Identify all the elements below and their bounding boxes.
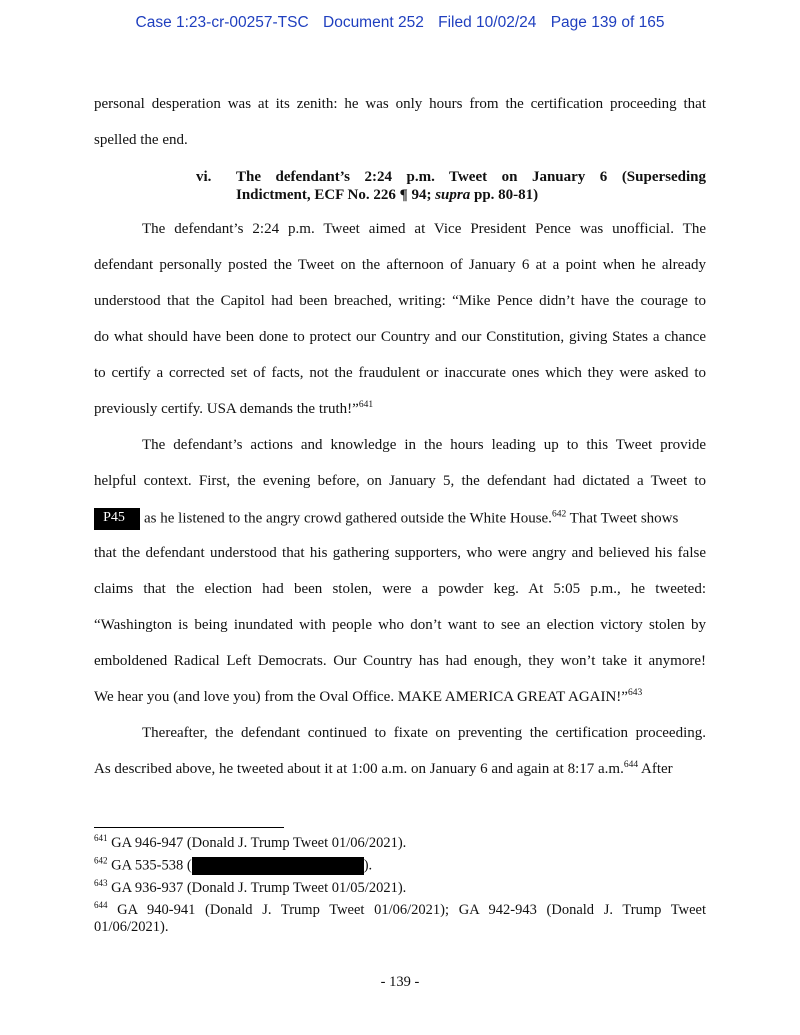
footnote-641: $^{641}$ GA 946-947 (Donald J. Trump Tweet 01/06/2021). [94, 833, 407, 851]
page-of: Page 139 of 165 [550, 14, 665, 31]
footnote-643: $^{643}$ GA 936-937 (Donald J. Trump Tweet 01/05/2021). [94, 878, 407, 896]
body-line: that the defendant understood that his gathering supporters, who were angry and believed his false [94, 545, 706, 561]
case-number: Case 1:23-cr-00257-TSC [135, 14, 309, 31]
case-header [0, 14, 800, 32]
footnote-ref: 643 [627, 688, 643, 698]
body-line: The defendant’s actions and knowledge in the hours leading up to this Tweet provide [142, 437, 706, 453]
body-line: previously certify. USA demands the truth!”$^{641}$ [94, 400, 374, 417]
footnote-ref: 641 [358, 400, 374, 410]
body-line: defendant personally posted the Tweet on the afternoon of January 6 at a point when he already [94, 257, 706, 273]
body-line: do what should have been done to protect our Country and our Constitution, giving States a chance [94, 329, 706, 345]
body-line: As described above, he tweeted about it at 1:00 a.m. on January 6 and again at 8:17 a.m.$^{644}$ After [94, 760, 673, 777]
filed-date: Filed 10/02/24 [438, 14, 537, 31]
document-number: Document 252 [323, 14, 424, 31]
redaction-p45: P45 [94, 508, 140, 530]
footnote-ref: 642 [551, 509, 567, 520]
body-line: Thereafter, the defendant continued to fixate on preventing the certification proceeding. [142, 725, 706, 741]
body-line: The defendant’s 2:24 p.m. Tweet aimed at Vice President Pence was unofficial. The [142, 221, 706, 237]
body-line: helpful context. First, the evening before, on January 5, the defendant had dictated a Tweet to [94, 473, 706, 489]
body-line: understood that the Capitol had been breached, writing: “Mike Pence didn’t have the courage to [94, 293, 706, 309]
body-line: to certify a corrected set of facts, not the fraudulent or inaccurate ones which they were asked to [94, 365, 706, 381]
heading-line-1: The defendant’s 2:24 p.m. Tweet on January 6 (Superseding [236, 169, 706, 185]
body-line: claims that the election had been stolen, were a powder keg. At 5:05 p.m., he tweeted: [94, 581, 706, 597]
redaction-block [192, 857, 364, 875]
body-line: personal desperation was at its zenith: he was only hours from the certification proceeding that [94, 96, 706, 112]
body-line: spelled the end. [94, 132, 188, 148]
footnote-642: $^{642}$ GA 535-538 ( ). [94, 855, 373, 874]
footnote-644: $^{644}$ GA 940-941 (Donald J. Trump Tweet 01/06/2021); GA 942-943 (Donald J. Trump Tweet 01/06/2021). [94, 900, 706, 935]
body-line: P45 as he listened to the angry crowd gathered outside the White House.$^{642}$ That Tweet shows [94, 508, 706, 530]
body-line: “Washington is being inundated with people who don’t want to see an election victory stolen by [94, 617, 706, 633]
heading-number: vi. [196, 169, 212, 185]
body-line: emboldened Radical Left Democrats. Our Country has had enough, they won’t take it anymore! [94, 653, 706, 669]
footnote-divider [94, 827, 284, 828]
heading-line-2: Indictment, ECF No. 226 ¶ 94; supra pp. 80-81) [236, 187, 539, 203]
body-line: We hear you (and love you) from the Oval Office. MAKE AMERICA GREAT AGAIN!”$^{643}$ [94, 688, 643, 705]
footnote-ref: 644 [623, 760, 639, 770]
page-number: - 139 - [380, 974, 420, 990]
